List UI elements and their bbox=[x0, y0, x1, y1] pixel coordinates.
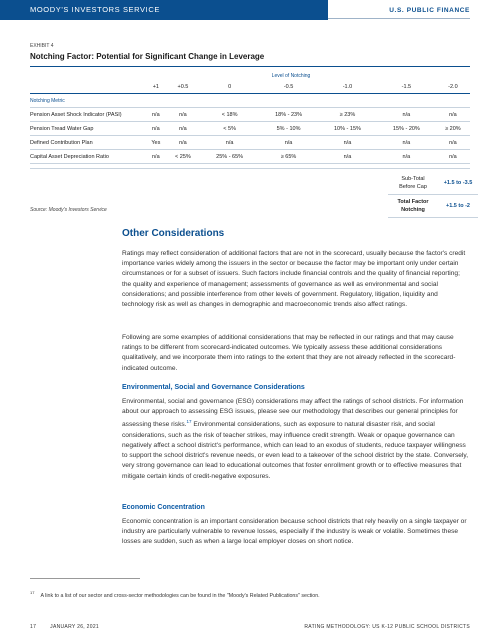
footnote-number: 17 bbox=[30, 590, 35, 595]
table-cell: 5% - 10% bbox=[259, 122, 318, 136]
level-header: -2.0 bbox=[436, 80, 470, 94]
table-row bbox=[30, 122, 470, 136]
table-bottom-rule bbox=[30, 168, 470, 169]
level-header: 0 bbox=[200, 80, 259, 94]
level-header: -0.5 bbox=[259, 80, 318, 94]
table-row bbox=[30, 136, 470, 150]
table-cell: 25% - 65% bbox=[200, 150, 259, 164]
page-number: 17 bbox=[30, 624, 37, 630]
table-cell: n/a bbox=[146, 150, 166, 164]
level-of-notching-label: Level of Notching bbox=[271, 73, 311, 79]
table-cell: n/a bbox=[377, 108, 436, 122]
exhibit-title: Notching Factor: Potential for Significant Change in Leverage bbox=[30, 52, 265, 61]
footnote-rule bbox=[30, 578, 140, 579]
table-cell: ≥ 20% bbox=[436, 122, 470, 136]
footnote-ref[interactable]: 17 bbox=[186, 419, 192, 425]
paragraph: Following are some examples of additional considerations that may be reflected in our ratings and that may cause ratings to be different from scorecard-indicated outcomes. We typically assess these additional considerations qualitatively, and we incorporate them into ratings to the extent that they are not already reflected in the scorecard-indicated outcome. bbox=[122, 334, 456, 372]
table-header-row bbox=[30, 80, 470, 94]
subsection-heading: Economic Concentration bbox=[122, 504, 205, 511]
table-cell: 18% - 23% bbox=[259, 108, 318, 122]
subsection-heading: Environmental, Social and Governance Considerations bbox=[122, 384, 305, 391]
level-header: +0.5 bbox=[166, 80, 200, 94]
total-row bbox=[388, 195, 478, 218]
table-cell: 15% - 20% bbox=[377, 122, 436, 136]
table-cell: n/a bbox=[146, 122, 166, 136]
footnote-text: A link to a list of our sector and cross-sector methodologies can be found in the "Moody's Related Publications" section. bbox=[40, 592, 320, 599]
total-value: +1.5 to -2 bbox=[446, 203, 470, 209]
subtotal-value: +1.5 to -3.5 bbox=[443, 180, 473, 186]
subtotal-label: Sub-Total bbox=[401, 176, 425, 182]
notching-metric-label: Notching Metric bbox=[30, 94, 146, 108]
total-label: Total Factor bbox=[397, 199, 429, 205]
table-cell: n/a bbox=[377, 136, 436, 150]
paragraph: Environmental, social and governance (ESG) considerations may affect the ratings of school districts. For information about our approach to assessing ESG issues, please see our methodology that describes our general principles for assessing these risks.$^{17}$ Environmental considerations, such as exposure to natural disaster risk, and social considerations, such as the risk of teacher strikes, may influence credit strength. Weak or opaque governance can negatively affect a school district's performance, which can lead to an exodus of students, reduce taxpayer willingness to support the school district's revenue needs, or even lead to a takeover of the school district by the state. Conversely, very strong governance can lead to educational outcomes that foster enrollment growth or to effective measures that mitigate certain kinds of credit-negative exposures. bbox=[122, 398, 469, 480]
table-row bbox=[30, 150, 470, 164]
table-cell: n/a bbox=[166, 122, 200, 136]
table-cell: n/a bbox=[318, 136, 377, 150]
table-cell: ≥ 23% bbox=[318, 108, 377, 122]
table-cell: < 25% bbox=[166, 150, 200, 164]
table-cell: ≥ 65% bbox=[259, 150, 318, 164]
exhibit-rule bbox=[30, 66, 470, 67]
table-cell: n/a bbox=[200, 136, 259, 150]
table-cell: n/a bbox=[318, 150, 377, 164]
metric-name: Defined Contribution Plan bbox=[30, 136, 146, 150]
subtotal-label: Before Cap bbox=[399, 184, 427, 190]
table-cell: n/a bbox=[436, 150, 470, 164]
metric-name: Pension Tread Water Gap bbox=[30, 122, 146, 136]
page-footer-left bbox=[30, 624, 99, 630]
footer-title: RATING METHODOLOGY: US K-12 PUBLIC SCHOOL DISTRICTS bbox=[304, 624, 470, 630]
table-cell: < 18% bbox=[200, 108, 259, 122]
notching-table bbox=[30, 80, 470, 164]
exhibit-source: Source: Moody's Investors Service bbox=[30, 207, 107, 213]
total-label: Notching bbox=[401, 207, 425, 213]
level-header: -1.0 bbox=[318, 80, 377, 94]
table-cell: n/a bbox=[377, 150, 436, 164]
footnote bbox=[30, 590, 320, 599]
subtotal-row bbox=[388, 172, 478, 195]
metric-name: Capital Asset Depreciation Ratio bbox=[30, 150, 146, 164]
metric-name: Pension Asset Shock Indicator (PASI) bbox=[30, 108, 146, 122]
exhibit-label: EXHIBIT 4 bbox=[30, 43, 54, 49]
header-rule bbox=[328, 18, 470, 19]
section-name: U.S. PUBLIC FINANCE bbox=[389, 7, 470, 14]
paragraph: Economic concentration is an important consideration because school districts that rely heavily on a single taxpayer or industry are particularly vulnerable to revenue losses, especially if the industry is weak or volatile. Sometimes these losses are sudden, such as when a large local employer closes on short notice. bbox=[122, 518, 467, 546]
table-cell: n/a bbox=[146, 108, 166, 122]
footer-date: JANUARY 26, 2021 bbox=[50, 624, 99, 630]
table-cell: < 5% bbox=[200, 122, 259, 136]
table-cell: n/a bbox=[259, 136, 318, 150]
table-cell: n/a bbox=[166, 136, 200, 150]
level-header: +1 bbox=[146, 80, 166, 94]
paragraph: Ratings may reflect consideration of additional factors that are not in the scorecard, usually because the factor's credit importance varies widely among the issuers in the sector or because the factor may be important only under certain circumstances or for a subset of issuers. Such factors include financial controls and the quality of financial reporting; the quality and experience of management; assessments of governance as well as environmental and social considerations; and possible interference from other levels of government. Regulatory, litigation, liquidity and technology risk as well as changes in demographic and macroeconomic trends also affect ratings. bbox=[122, 250, 466, 309]
table-cell: n/a bbox=[436, 136, 470, 150]
table-cell: Yes bbox=[146, 136, 166, 150]
page-header bbox=[0, 0, 494, 20]
table-cell: n/a bbox=[436, 108, 470, 122]
brand-bar bbox=[0, 0, 328, 20]
table-row bbox=[30, 108, 470, 122]
notching-totals bbox=[388, 172, 478, 218]
table-cell: 10% - 15% bbox=[318, 122, 377, 136]
brand-name: MOODY'S INVESTORS SERVICE bbox=[30, 5, 160, 14]
metric-header-row bbox=[30, 94, 470, 108]
table-cell: n/a bbox=[166, 108, 200, 122]
section-heading: Other Considerations bbox=[122, 228, 225, 239]
level-header: -1.5 bbox=[377, 80, 436, 94]
